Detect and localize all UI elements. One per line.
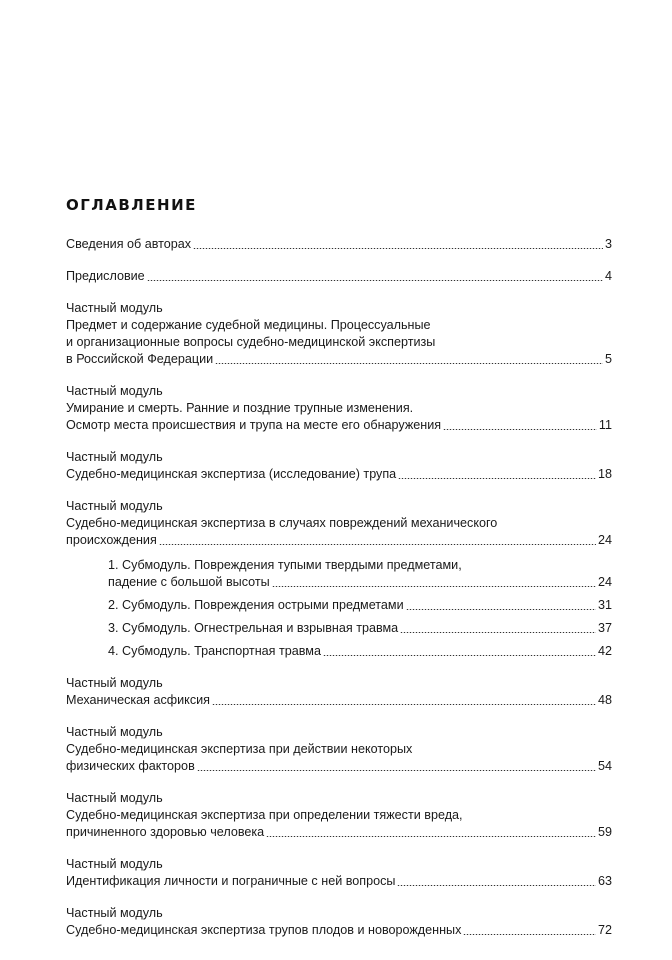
toc-entry-label: Частный модуль [66, 791, 163, 805]
toc-entry-label: Частный модуль [66, 301, 163, 315]
toc-entry-label: Частный модуль [66, 676, 163, 690]
toc-entry-row [66, 692, 612, 709]
table-of-contents [66, 196, 612, 939]
toc-entry-label: Частный модуль [66, 857, 163, 871]
toc-entry[interactable] [66, 300, 612, 368]
leader-dots [463, 934, 596, 935]
toc-entry-row [66, 417, 612, 434]
leader-dots [193, 248, 603, 249]
leader-dots [215, 363, 603, 364]
toc-entry-label: Частный модуль [66, 384, 163, 398]
toc-entry-line: 1. Субмодуль. Повреждения тупыми твердыми предметами, [108, 558, 462, 572]
toc-entry-title: 3. Субмодуль. Огнестрельная и взрывная травма [108, 621, 399, 635]
toc-entry[interactable] [66, 268, 612, 285]
toc-title: ОГЛАВЛЕНИЕ [66, 196, 197, 214]
leader-dots [266, 836, 596, 837]
toc-entry-title: 4. Субмодуль. Транспортная травма [108, 644, 321, 658]
toc-entry-row [66, 873, 612, 890]
leader-dots [400, 632, 596, 633]
toc-page-number: 4 [604, 269, 612, 283]
toc-page-number: 18 [597, 467, 612, 481]
toc-entry-label: Частный модуль [66, 450, 163, 464]
leader-dots [398, 478, 596, 479]
toc-page-number: 48 [597, 693, 612, 707]
toc-entry-line: Предмет и содержание судебной медицины. Процессуальные [66, 318, 431, 332]
leader-dots [197, 770, 596, 771]
toc-entry-row [108, 620, 612, 637]
toc-entry-title: Сведения об авторах [66, 237, 192, 251]
toc-entry-title: падение с большой высоты [108, 575, 270, 589]
toc-entry-line: Судебно-медицинская экспертиза при определении тяжести вреда, [66, 808, 463, 822]
leader-dots [272, 586, 596, 587]
toc-page-number: 72 [597, 923, 612, 937]
toc-entry-title: Предисловие [66, 269, 145, 283]
toc-subentry[interactable] [66, 597, 612, 614]
toc-entry-row [66, 532, 612, 549]
toc-entry-title: Механическая асфиксия [66, 693, 210, 707]
leader-dots [212, 704, 596, 705]
toc-page-number: 31 [597, 598, 612, 612]
toc-entry-title: физических факторов [66, 759, 195, 773]
toc-entry[interactable] [66, 856, 612, 890]
toc-page-number: 59 [597, 825, 612, 839]
toc-entry-line: Умирание и смерть. Ранние и поздние трупные изменения. [66, 401, 414, 415]
toc-page-number: 5 [604, 352, 612, 366]
toc-entry[interactable] [66, 790, 612, 841]
toc-entry-row [108, 574, 612, 591]
toc-entry-line: Судебно-медицинская экспертиза в случаях повреждений механического [66, 516, 498, 530]
toc-subentry[interactable] [66, 643, 612, 660]
toc-page-number: 24 [597, 533, 612, 547]
toc-page-number: 24 [597, 575, 612, 589]
toc-entry[interactable] [66, 675, 612, 709]
toc-entry-line: Судебно-медицинская экспертиза при действии некоторых [66, 742, 413, 756]
toc-entry-title: причиненного здоровью человека [66, 825, 265, 839]
leader-dots [147, 280, 603, 281]
toc-entry-title: Осмотр места происшествия и трупа на месте его обнаружения [66, 418, 442, 432]
leader-dots [443, 429, 597, 430]
toc-entry[interactable] [66, 449, 612, 483]
toc-entry-row [66, 824, 612, 841]
toc-entry-line: и организационные вопросы судебно-медицинской экспертизы [66, 335, 436, 349]
toc-entry-row [108, 643, 612, 660]
toc-entry-label: Частный модуль [66, 725, 163, 739]
toc-entry[interactable] [66, 236, 612, 253]
toc-entry-label: Частный модуль [66, 499, 163, 513]
toc-entry-title: Судебно-медицинская экспертиза (исследование) трупа [66, 467, 397, 481]
toc-entry-title: Идентификация личности и пограничные с ней вопросы [66, 874, 396, 888]
leader-dots [323, 655, 596, 656]
toc-page-number: 3 [604, 237, 612, 251]
toc-entry-row [66, 236, 612, 253]
toc-page-number: 42 [597, 644, 612, 658]
toc-entry-row [66, 351, 612, 368]
toc-subentry[interactable] [66, 620, 612, 637]
toc-entry-label: Частный модуль [66, 906, 163, 920]
toc-entry[interactable] [66, 905, 612, 939]
toc-entry-row [66, 758, 612, 775]
toc-entry-row [66, 466, 612, 483]
toc-page-number: 54 [597, 759, 612, 773]
leader-dots [406, 609, 596, 610]
toc-entry-title: происхождения [66, 533, 157, 547]
toc-entry-title: в Российской Федерации [66, 352, 214, 366]
toc-entry-row [108, 597, 612, 614]
toc-entry-title: Судебно-медицинская экспертиза трупов плодов и новорожденных [66, 923, 462, 937]
leader-dots [159, 544, 596, 545]
toc-entry[interactable] [66, 724, 612, 775]
toc-entry-title: 2. Субмодуль. Повреждения острыми предметами [108, 598, 404, 612]
toc-page-number: 37 [597, 621, 612, 635]
toc-entry-row [66, 922, 612, 939]
toc-page-number: 11 [598, 418, 612, 432]
toc-subentry[interactable] [66, 557, 612, 591]
toc-page-number: 63 [597, 874, 612, 888]
toc-entry[interactable] [66, 498, 612, 549]
leader-dots [397, 885, 596, 886]
toc-entry-row [66, 268, 612, 285]
toc-entry[interactable] [66, 383, 612, 434]
